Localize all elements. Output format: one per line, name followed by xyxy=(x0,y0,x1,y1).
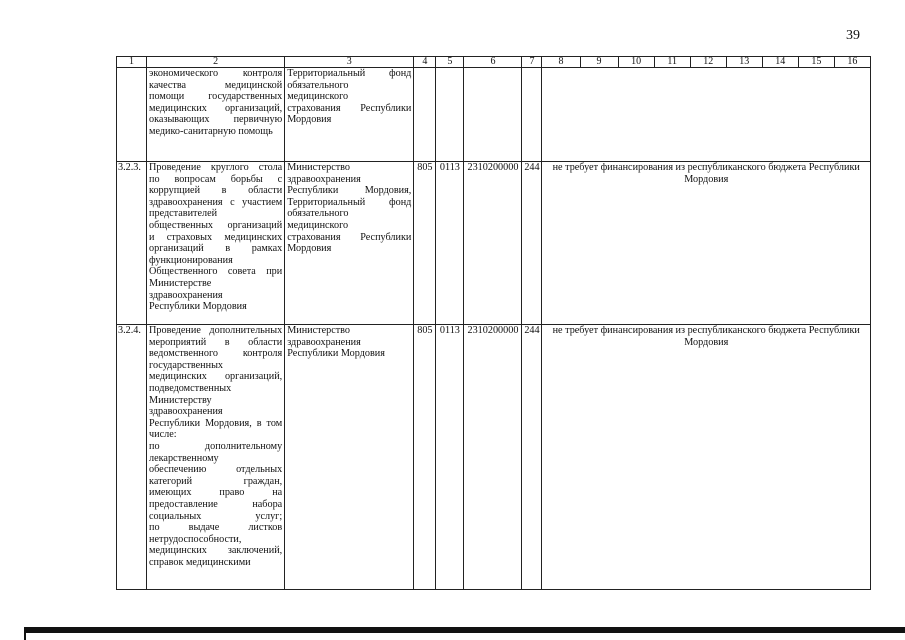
executor-text-line: медицинского xyxy=(287,219,349,231)
table-row xyxy=(117,325,871,590)
column-number-cell: 10 xyxy=(618,57,654,68)
activity-text-line: мероприятий в области xyxy=(149,336,283,348)
scan-bottom-edge xyxy=(24,627,905,633)
column-number-cell: 7 xyxy=(522,57,542,68)
activity-text-line: здравоохранения xyxy=(149,406,223,418)
activity-text-line: социальных услуг; xyxy=(149,510,283,522)
column-number-cell: 3 xyxy=(285,57,414,68)
financing-note-cell: не требует финансирования из республиканского бюджета Республики Мордовия xyxy=(542,325,871,590)
activity-text-line: нетрудоспособности, xyxy=(149,533,242,545)
executor-text-line: Республики Мордовия, xyxy=(287,185,412,197)
executor-text-line: Территориальный фонд xyxy=(287,196,412,208)
executor-text-line: Республики Мордовия xyxy=(287,348,385,360)
column-number-cell: 9 xyxy=(580,57,618,68)
executor-text-line: здравоохранения xyxy=(287,336,361,348)
activity-text-line: государственных xyxy=(149,359,224,371)
activity-text-line: категорий граждан, xyxy=(149,475,283,487)
column-number-cell: 16 xyxy=(834,57,870,68)
expense-type-cell: 244 xyxy=(522,325,542,590)
section-code-cell xyxy=(436,68,464,162)
executor-text-line: Мордовия xyxy=(287,114,332,126)
ministry-code-cell xyxy=(414,68,436,162)
activity-text-line: обеспечению отдельных xyxy=(149,464,283,476)
executor-text-line: Министерство xyxy=(287,162,351,173)
executor-text-line: Мордовия xyxy=(287,243,332,255)
executor-cell xyxy=(285,68,414,162)
column-number-cell: 4 xyxy=(414,57,436,68)
activity-text-line: по выдаче листков xyxy=(149,522,283,534)
activity-text-line: медико-санитарную помощь xyxy=(149,125,273,137)
expense-type-cell xyxy=(522,68,542,162)
activity-cell xyxy=(147,68,285,162)
activity-text-line: представителей xyxy=(149,208,218,220)
activity-text-line: медицинских организаций, xyxy=(149,371,283,383)
activity-text-line: ведомственного контроля xyxy=(149,348,283,360)
activity-text-line: справок медицинскими xyxy=(149,556,251,568)
item-number-cell xyxy=(117,68,147,162)
ministry-code-cell: 805 xyxy=(414,325,436,590)
scan-left-edge xyxy=(24,627,26,640)
activity-text-line: Министерстве xyxy=(149,277,212,289)
column-number-row xyxy=(117,57,871,68)
activity-text-line: имеющих право на xyxy=(149,487,283,499)
activity-text-line: Общественного совета при xyxy=(149,266,283,278)
activity-text-line: медицинских организаций, xyxy=(149,102,283,114)
activity-cell xyxy=(147,162,285,325)
activity-text-line: Проведение дополнительных xyxy=(149,325,283,336)
ministry-code-cell: 805 xyxy=(414,162,436,325)
executor-text-line: Министерство xyxy=(287,325,351,336)
section-code-cell: 0113 xyxy=(436,325,464,590)
executor-cell xyxy=(285,325,414,590)
executor-text-line: страхования Республики xyxy=(287,231,412,243)
executor-text-line: обязательного xyxy=(287,208,349,220)
column-number-cell: 6 xyxy=(464,57,522,68)
activity-text-line: Республики Мордовия, в том xyxy=(149,417,283,429)
activity-text-line: общественных организаций xyxy=(149,219,283,231)
activity-text-line: коррупцией в области xyxy=(149,185,283,197)
column-number-cell: 5 xyxy=(436,57,464,68)
activity-text-line: Проведение круглого стола xyxy=(149,162,283,173)
financing-note-cell: не требует финансирования из республиканского бюджета Республики Мордовия xyxy=(542,162,871,325)
item-number-cell: 3.2.3. xyxy=(117,162,147,325)
executor-text-line: обязательного xyxy=(287,79,349,91)
executor-cell xyxy=(285,162,414,325)
table-row xyxy=(117,162,871,325)
activity-cell xyxy=(147,325,285,590)
target-article-cell: 2310200000 xyxy=(464,162,522,325)
column-number-cell: 15 xyxy=(798,57,834,68)
activity-text-line: помощи государственных xyxy=(149,91,283,103)
activity-text-line: организаций в рамках xyxy=(149,243,283,255)
activity-text-line: предоставление набора xyxy=(149,498,283,510)
column-number-cell: 12 xyxy=(690,57,726,68)
activity-text-line: качества медицинской xyxy=(149,79,283,91)
executor-text-line: страхования Республики xyxy=(287,102,412,114)
executor-text-line: здравоохранения xyxy=(287,173,361,185)
activity-text-line: медицинских заключений, xyxy=(149,545,283,557)
measures-table xyxy=(116,56,871,590)
activity-text-line: и страховых медицинских xyxy=(149,231,283,243)
table-row xyxy=(117,68,871,162)
expense-type-cell: 244 xyxy=(522,162,542,325)
executor-text-line: медицинского xyxy=(287,91,349,103)
executor-text-line: Территориальный фонд xyxy=(287,68,412,79)
target-article-cell: 2310200000 xyxy=(464,325,522,590)
activity-text-line: числе: xyxy=(149,429,177,441)
target-article-cell xyxy=(464,68,522,162)
activity-text-line: подведомственных xyxy=(149,382,232,394)
column-number-cell: 13 xyxy=(726,57,762,68)
activity-text-line: здравоохранения xyxy=(149,289,223,301)
column-number-cell: 11 xyxy=(654,57,690,68)
measures-table-container xyxy=(116,56,871,590)
activity-text-line: лекарственному xyxy=(149,452,219,464)
financing-note-cell xyxy=(542,68,871,162)
activity-text-line: экономического контроля xyxy=(149,68,283,79)
page-number: 39 xyxy=(846,28,860,43)
activity-text-line: Республики Мордовия xyxy=(149,301,247,313)
item-number-cell: 3.2.4. xyxy=(117,325,147,590)
activity-text-line: функционирования xyxy=(149,254,233,266)
column-number-cell: 1 xyxy=(117,57,147,68)
activity-text-line: оказывающих первичную xyxy=(149,114,283,126)
section-code-cell: 0113 xyxy=(436,162,464,325)
activity-text-line: Министерству xyxy=(149,394,212,406)
activity-text-line: по вопросам борьбы с xyxy=(149,173,283,185)
column-number-cell: 8 xyxy=(542,57,580,68)
activity-text-line: здравоохранения с участием xyxy=(149,196,283,208)
column-number-cell: 2 xyxy=(147,57,285,68)
column-number-cell: 14 xyxy=(762,57,798,68)
activity-text-line: по дополнительному xyxy=(149,440,283,452)
